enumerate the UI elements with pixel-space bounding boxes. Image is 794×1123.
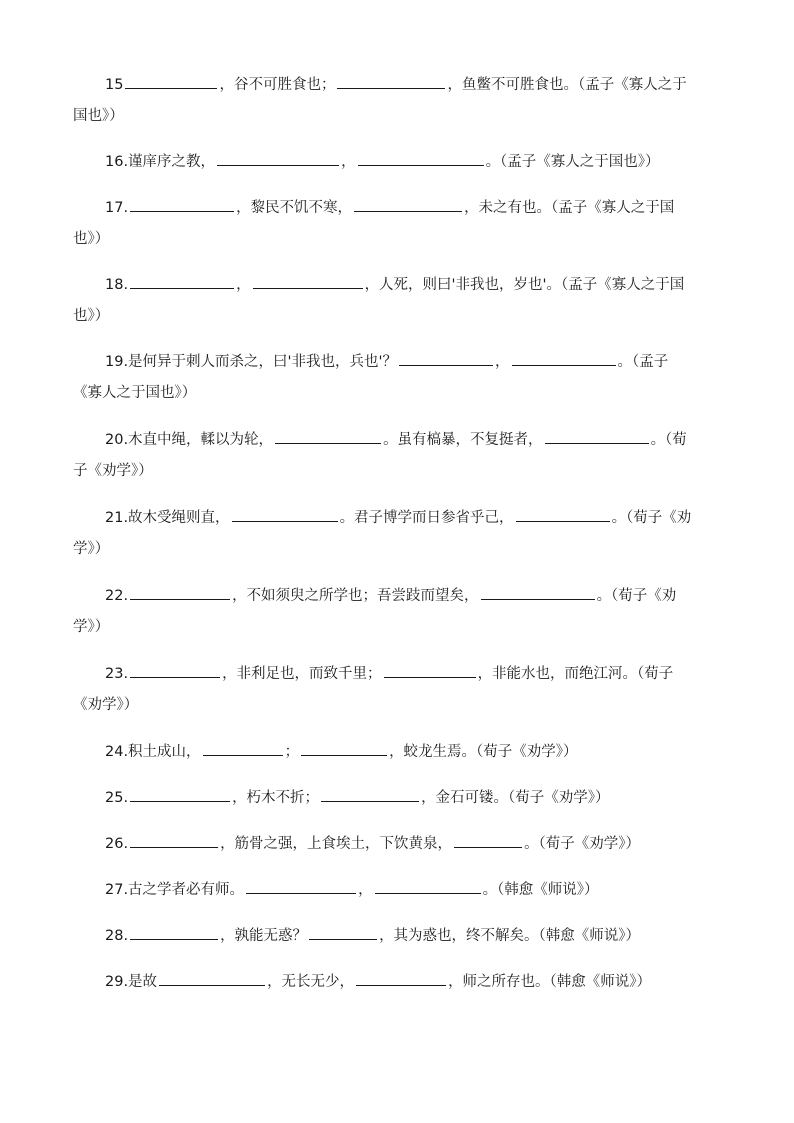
question-text: ，未之有也。（孟子《寡人之于国也》） <box>73 200 675 247</box>
question-text-start: 24.积土成山， <box>105 744 201 760</box>
question-text-start: 15 <box>105 77 124 93</box>
fill-in-blank[interactable] <box>358 150 484 166</box>
question-text: 。君子博学而日参省乎己， <box>339 510 514 526</box>
question-text: ，师之所存也。（韩愈《师说》） <box>448 974 652 990</box>
question-q29 <box>73 967 695 998</box>
question-q24 <box>73 737 695 768</box>
question-text: 。（孟子《寡人之于国也》） <box>485 154 660 170</box>
fill-in-blank[interactable] <box>130 584 230 600</box>
fill-in-blank[interactable] <box>130 196 234 212</box>
fill-in-blank[interactable] <box>130 786 230 802</box>
question-q26 <box>73 829 695 860</box>
fill-in-blank[interactable] <box>321 786 419 802</box>
question-text: 。（荀子《劝学》） <box>73 432 687 479</box>
question-text: ； <box>284 744 300 760</box>
question-text: ，鱼鳖不可胜食也。（孟子《寡人之于国也》） <box>73 77 687 124</box>
question-text-start: 27.古之学者必有师。 <box>105 882 245 898</box>
fill-in-blank[interactable] <box>337 73 445 89</box>
question-text-start: 21.故木受绳则直， <box>105 510 230 526</box>
fill-in-blank[interactable] <box>130 662 220 678</box>
question-text-start: 22. <box>105 588 129 604</box>
question-text: ， <box>495 354 510 370</box>
question-q28 <box>73 921 695 952</box>
fill-in-blank[interactable] <box>516 506 610 522</box>
question-text-start: 28. <box>105 928 129 944</box>
question-q17 <box>73 193 695 255</box>
question-text: ，不如须臾之所学也；吾尝跂而望矣， <box>232 588 479 604</box>
fill-in-blank[interactable] <box>309 924 377 940</box>
fill-in-blank[interactable] <box>159 970 265 986</box>
fill-in-blank[interactable] <box>253 273 363 289</box>
question-q15 <box>73 70 695 132</box>
question-text-start: 25. <box>105 790 129 806</box>
question-text: 。（荀子《劝学》） <box>73 510 692 557</box>
question-text: ， <box>358 882 373 898</box>
fill-in-blank[interactable] <box>217 150 339 166</box>
question-q25 <box>73 783 695 814</box>
fill-in-blank[interactable] <box>246 878 356 894</box>
fill-in-blank[interactable] <box>375 878 481 894</box>
question-text: ，非利足也，而致千里； <box>222 666 382 682</box>
question-q20 <box>73 425 695 487</box>
question-text: 。（韩愈《师说》） <box>482 882 599 898</box>
question-text: ，无长无少， <box>267 974 355 990</box>
fill-in-blank[interactable] <box>125 73 217 89</box>
fill-in-blank[interactable] <box>545 428 649 444</box>
fill-in-blank[interactable] <box>481 584 595 600</box>
fill-in-blank[interactable] <box>275 428 381 444</box>
fill-in-blank[interactable] <box>130 832 218 848</box>
question-text: ， <box>341 154 356 170</box>
question-text: ，蛟龙生焉。（荀子《劝学》） <box>389 744 578 760</box>
question-text-start: 18. <box>105 277 129 293</box>
fill-in-blank[interactable] <box>384 662 476 678</box>
question-text-start: 16.谨庠序之教， <box>105 154 216 170</box>
question-text: ，朽木不折； <box>232 790 320 806</box>
fill-in-blank[interactable] <box>301 740 387 756</box>
question-q23 <box>73 659 695 721</box>
question-text: ，谷不可胜食也； <box>219 77 336 93</box>
question-text-start: 19.是何异于刺人而杀之，曰'非我也，兵也'？ <box>105 354 398 370</box>
fill-in-blank[interactable] <box>203 740 283 756</box>
fill-in-blank[interactable] <box>232 506 338 522</box>
question-q22 <box>73 581 695 643</box>
question-text: ，金石可镂。（荀子《劝学》） <box>421 790 610 806</box>
question-text: ，黎民不饥不寒， <box>236 200 353 216</box>
question-text-start: 29.是故 <box>105 974 158 990</box>
question-text: 。虽有槁暴，不复挺者， <box>383 432 543 448</box>
question-q19 <box>73 347 695 409</box>
question-q21 <box>73 503 695 565</box>
fill-in-blank[interactable] <box>354 196 462 212</box>
question-text: ，其为惑也，终不解矣。（韩愈《师说》） <box>379 928 641 944</box>
question-text: 。（荀子《劝学》） <box>73 588 677 635</box>
question-q16 <box>73 147 695 178</box>
question-q18 <box>73 270 695 332</box>
question-text-start: 17. <box>105 200 129 216</box>
fill-in-blank[interactable] <box>454 832 522 848</box>
fill-in-blank[interactable] <box>130 273 234 289</box>
fill-in-blank[interactable] <box>399 350 493 366</box>
fill-in-blank[interactable] <box>356 970 446 986</box>
fill-in-blank[interactable] <box>512 350 616 366</box>
question-text: ，孰能无惑？ <box>220 928 308 944</box>
question-text-start: 23. <box>105 666 129 682</box>
question-text-start: 26. <box>105 836 129 852</box>
question-text: ，非能水也，而绝江河。（荀子《劝学》） <box>73 666 674 713</box>
question-text-start: 20.木直中绳，輮以为轮， <box>105 432 274 448</box>
question-text: ，人死，则曰'非我也，岁也'。（孟子《寡人之于国也》） <box>73 277 685 324</box>
question-q27 <box>73 875 695 906</box>
question-text: ， <box>236 277 251 293</box>
fill-in-blank[interactable] <box>130 924 218 940</box>
question-text: 。（荀子《劝学》） <box>524 836 641 852</box>
question-text: ，筋骨之强，上食埃土，下饮黄泉， <box>220 836 453 852</box>
question-text: 。（孟子《寡人之于国也》） <box>73 354 669 401</box>
